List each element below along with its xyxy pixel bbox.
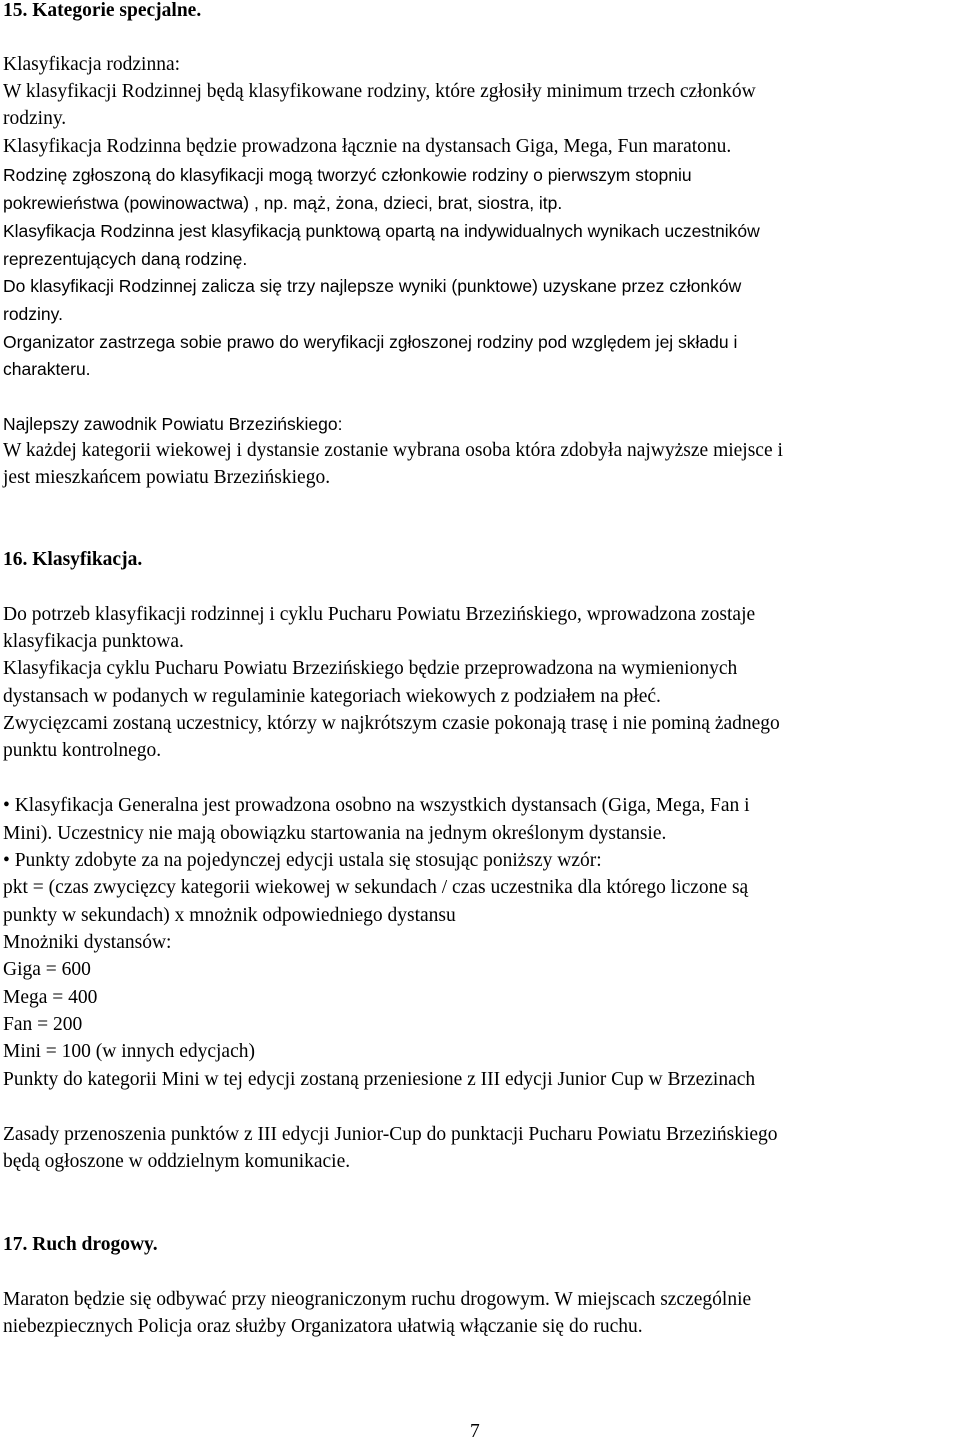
page-number: 7: [470, 1421, 480, 1442]
bullet-item: • Punkty zdobyte za na pojedynczej edycji ustala się stosując poniższy wzór:: [3, 850, 602, 871]
section-17-heading: 17. Ruch drogowy.: [3, 1234, 158, 1255]
paragraph-line: Klasyfikacja Rodzinna będzie prowadzona łącznie na dystansach Giga, Mega, Fun maratonu.: [3, 136, 732, 157]
multiplier-fan: Fan = 200: [3, 1014, 83, 1035]
bullet-item: • Klasyfikacja Generalna jest prowadzona osobno na wszystkich dystansach (Giga, Mega, Fan i: [3, 795, 750, 816]
paragraph-line: Punkty do kategorii Mini w tej edycji zostaną przeniesione z III edycji Junior Cup w Brzezinach: [3, 1069, 756, 1090]
paragraph-line: pokrewieństwa (powinowactwa) , np. mąż, żona, dzieci, brat, siostra, itp.: [3, 193, 563, 213]
paragraph-line: rodziny.: [3, 108, 67, 129]
paragraph-line: Mini). Uczestnicy nie mają obowiązku startowania na jednym określonym dystansie.: [3, 823, 667, 844]
multipliers-label: Mnożniki dystansów:: [3, 932, 172, 953]
paragraph-line: będą ogłoszone w oddzielnym komunikacie.: [3, 1151, 351, 1172]
paragraph-line: Rodzinę zgłoszoną do klasyfikacji mogą tworzyć członkowie rodziny o pierwszym stopniu: [3, 165, 692, 185]
best-athlete-label: Najlepszy zawodnik Powiatu Brzezińskiego:: [3, 414, 343, 434]
paragraph-line: jest mieszkańcem powiatu Brzezińskiego.: [3, 467, 331, 488]
paragraph-line: klasyfikacja punktowa.: [3, 631, 184, 652]
multiplier-mini: Mini = 100 (w innych edycjach): [3, 1041, 255, 1062]
section-15-heading: 15. Kategorie specjalne.: [3, 0, 202, 21]
family-classification-label: Klasyfikacja rodzinna:: [3, 54, 181, 75]
paragraph-line: Zwycięzcami zostaną uczestnicy, którzy w najkrótszym czasie pokonają trasę i nie pominą żadnego: [3, 713, 780, 734]
paragraph-line: niebezpiecznych Policja oraz służby Organizatora ułatwią włączanie się do ruchu.: [3, 1316, 643, 1337]
paragraph-line: charakteru.: [3, 359, 91, 379]
formula-line: punkty w sekundach) x mnożnik odpowiedniego dystansu: [3, 905, 456, 926]
paragraph-line: W każdej kategorii wiekowej i dystansie zostanie wybrana osoba która zdobyła najwyższe miejsce i: [3, 440, 783, 461]
section-16-heading: 16. Klasyfikacja.: [3, 549, 143, 570]
paragraph-line: Klasyfikacja Rodzinna jest klasyfikacją punktową opartą na indywidualnych wynikach uczestników: [3, 221, 760, 241]
paragraph-line: W klasyfikacji Rodzinnej będą klasyfikowane rodziny, które zgłosiły minimum trzech członków: [3, 81, 756, 102]
formula-line: pkt = (czas zwycięzcy kategorii wiekowej w sekundach / czas uczestnika dla którego liczone są: [3, 877, 749, 898]
paragraph-line: dystansach w podanych w regulaminie kategoriach wiekowych z podziałem na płeć.: [3, 686, 661, 707]
paragraph-line: rodziny.: [3, 304, 63, 324]
paragraph-line: punktu kontrolnego.: [3, 740, 162, 761]
paragraph-line: Maraton będzie się odbywać przy nieograniczonym ruchu drogowym. W miejscach szczególnie: [3, 1289, 752, 1310]
multiplier-mega: Mega = 400: [3, 987, 98, 1008]
paragraph-line: Do klasyfikacji Rodzinnej zalicza się trzy najlepsze wyniki (punktowe) uzyskane przez członków: [3, 276, 742, 296]
paragraph-line: Organizator zastrzega sobie prawo do weryfikacji zgłoszonej rodziny pod względem jej składu i: [3, 332, 738, 352]
paragraph-line: Do potrzeb klasyfikacji rodzinnej i cyklu Pucharu Powiatu Brzezińskiego, wprowadzona zostaje: [3, 604, 756, 625]
paragraph-line: reprezentujących daną rodzinę.: [3, 249, 248, 269]
paragraph-line: Klasyfikacja cyklu Pucharu Powiatu Brzezińskiego będzie przeprowadzona na wymienionych: [3, 658, 738, 679]
multiplier-giga: Giga = 600: [3, 959, 91, 980]
paragraph-line: Zasady przenoszenia punktów z III edycji Junior-Cup do punktacji Pucharu Powiatu Brzezińskiego: [3, 1124, 778, 1145]
